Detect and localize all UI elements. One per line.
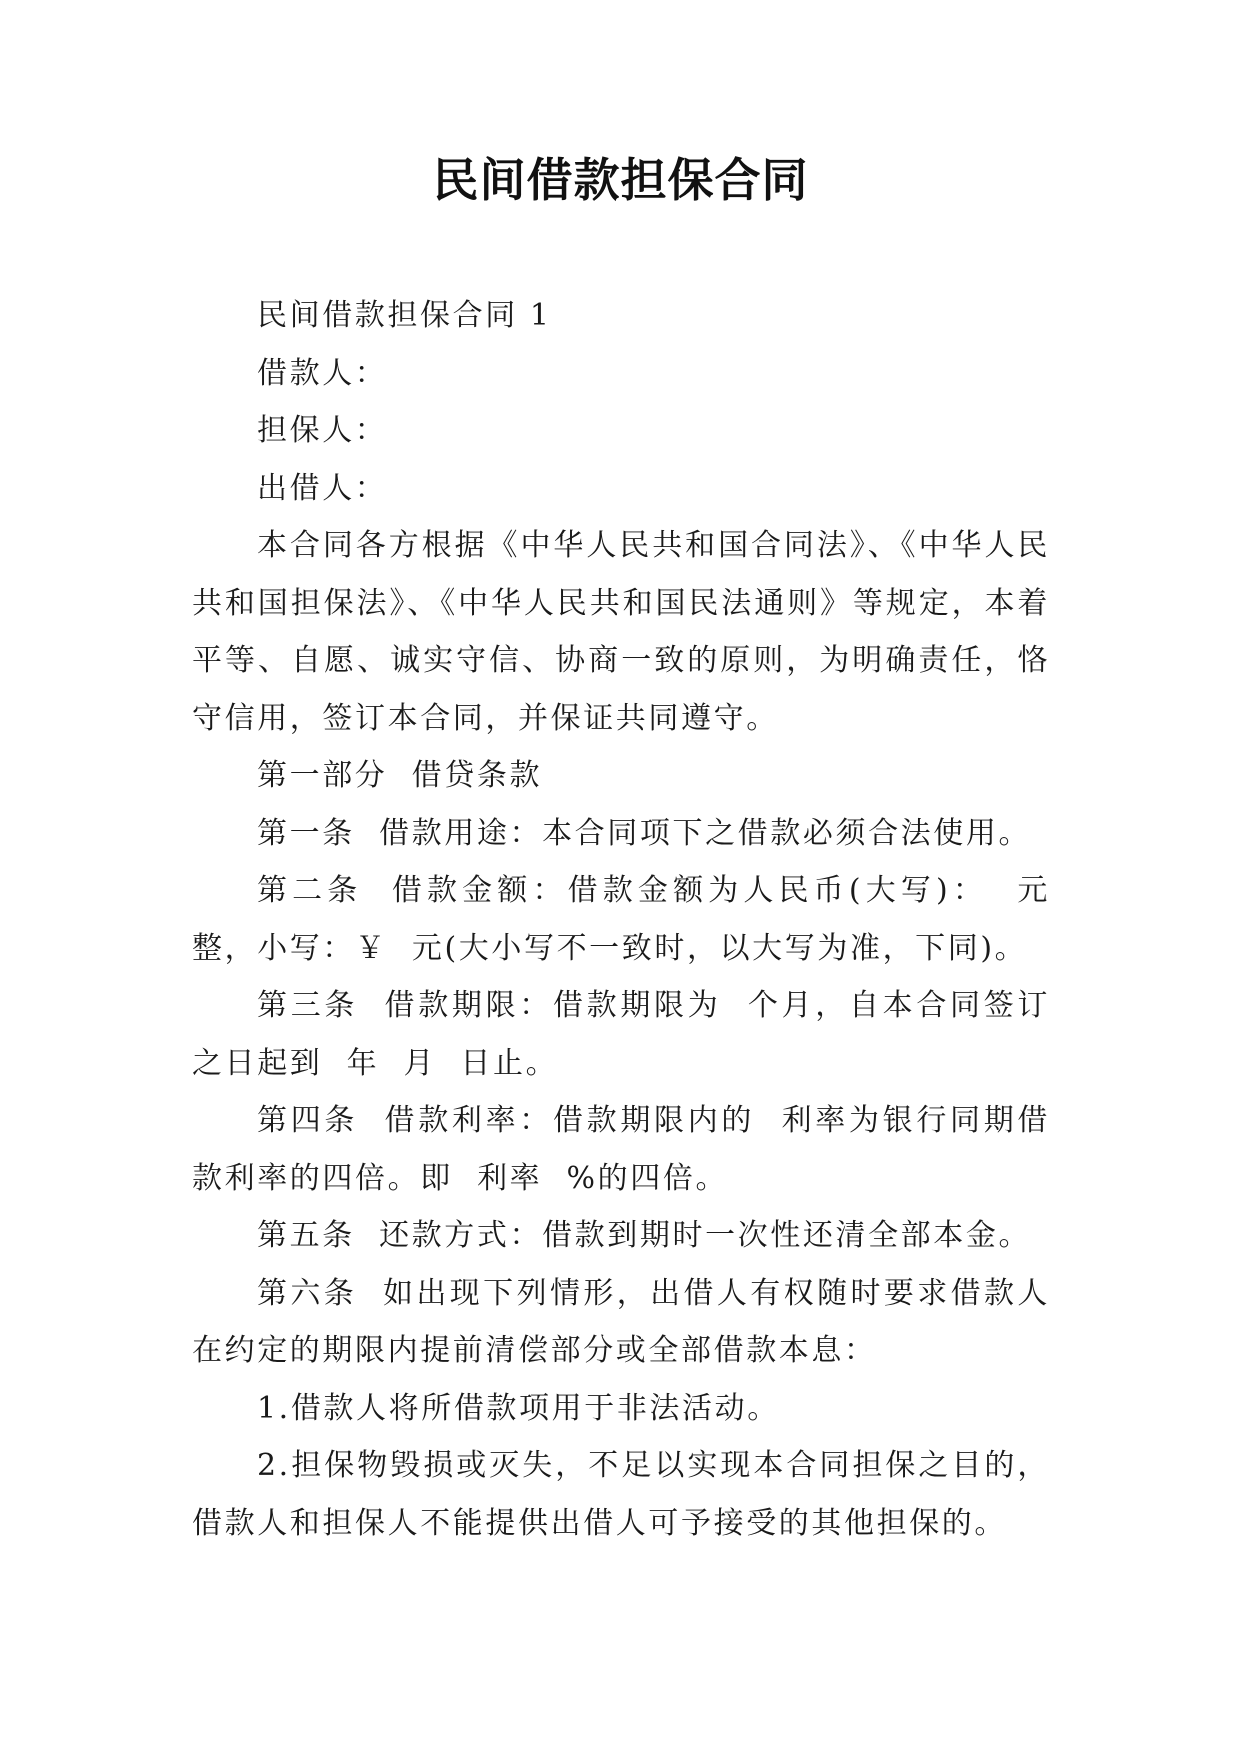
paragraph-borrower: 借款人： [257,355,388,391]
paragraph-item-1: 1.借款人将所借款项用于非法活动。 [257,1390,780,1426]
paragraph-article-2: 第二条 借款金额：借款金额为人民币(大写)： 元整，小写：￥ 元(大小写不一致时，以大写为准，下同)。 [192,873,1050,966]
paragraph-article-1: 第一条 借款用途：本合同项下之借款必须合法使用。 [257,815,1032,851]
document-title: 民间借款担保合同 [432,153,809,207]
paragraph-article-3: 第三条 借款期限：借款期限为 个月，自本合同签订之日起到 年 月 日止。 [192,988,1050,1081]
paragraph-item-2: 2.担保物毁损或灭失，不足以实现本合同担保之目的，借款人和担保人不能提供出借人可予接受的其他担保的。 [192,1448,1050,1541]
paragraph-article-4: 第四条 借款利率：借款期限内的 利率为银行同期借款利率的四倍。即 利率 %的四倍。 [192,1103,1050,1196]
paragraph-preamble: 本合同各方根据《中华人民共和国合同法》、《中华人民共和国担保法》、《中华人民共和国民法通则》等规定，本着平等、自愿、诚实守信、协商一致的原则，为明确责任，恪守信用，签订本合同，并保证共同遵守。 [192,528,1050,736]
paragraph-lender: 出借人： [257,470,388,506]
paragraph-heading: 民间借款担保合同 1 [257,298,552,333]
paragraph-guarantor: 担保人： [257,413,388,448]
paragraph-article-5: 第五条 还款方式：借款到期时一次性还清全部本金。 [257,1218,1032,1253]
document-body [192,287,1050,1552]
paragraph-article-6: 第六条 如出现下列情形，出借人有权随时要求借款人在约定的期限内提前清偿部分或全部借款本息： [192,1275,1050,1368]
paragraph-part-one: 第一部分 借贷条款 [257,758,543,793]
